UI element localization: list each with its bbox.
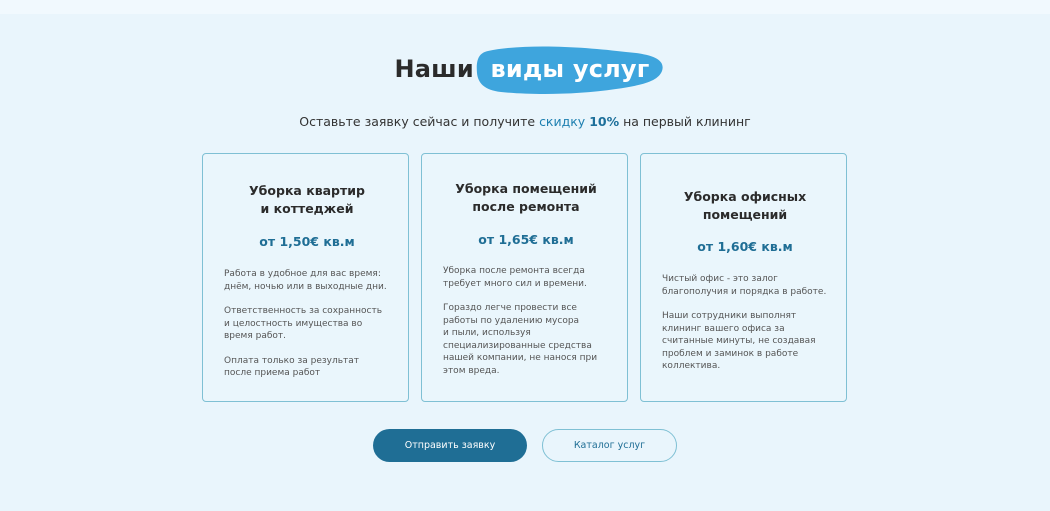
submit-request-button[interactable]: Отправить заявку — [373, 429, 527, 462]
card-title: Уборка офисных помещений — [683, 189, 807, 222]
card-price: от 1,60€ кв.м — [697, 239, 793, 254]
services-section — [0, 14, 1050, 511]
section-heading — [0, 54, 1050, 83]
card-description — [443, 265, 609, 377]
services-catalog-button[interactable]: Каталог услуг — [542, 429, 677, 462]
card-paragraph: Наши сотрудники выполнят клининг вашего офиса за считанные минуты, не создавая проблем и заминок в работе коллектива. — [662, 311, 816, 371]
card-paragraph: Чистый офис - это залог благополучия и порядка в работе. — [662, 274, 827, 297]
card-title: Уборка помещений после ремонта — [455, 181, 597, 214]
card-title: Уборка квартир и коттеджей — [249, 183, 365, 216]
heading-accent-wrap — [484, 55, 655, 83]
card-paragraph: Оплата только за результат после приема работ — [224, 355, 360, 378]
discount-link[interactable]: скидку — [539, 114, 586, 129]
heading-plain: Наши — [394, 55, 474, 83]
service-card-apartments — [202, 153, 409, 402]
top-strip — [0, 0, 1050, 14]
discount-percent: 10% — [589, 114, 620, 129]
card-description — [662, 273, 828, 373]
card-price: от 1,65€ кв.м — [478, 232, 574, 247]
card-description — [224, 268, 390, 380]
card-paragraph: Гораздо легче провести все работы по удалению мусора и пыли, используя специализированные средства нашей компании, не нанося при этом вреда. — [443, 303, 598, 376]
service-card-offices — [640, 153, 847, 402]
card-paragraph: Уборка после ремонта всегда требует много сил и времени. — [443, 266, 587, 289]
subtitle-after: на первый клининг — [619, 114, 751, 129]
card-paragraph: Ответственность за сохранность и целостность имущества во время работ. — [224, 306, 383, 341]
card-paragraph: Работа в удобное для вас время: днём, ночью или в выходные дни. — [224, 269, 387, 292]
heading-accent: виды услуг — [490, 55, 650, 83]
card-price: от 1,50€ кв.м — [259, 234, 355, 249]
service-card-renovation — [421, 153, 628, 402]
subtitle-before: Оставьте заявку сейчас и получите — [299, 114, 540, 129]
subtitle — [0, 114, 1050, 129]
